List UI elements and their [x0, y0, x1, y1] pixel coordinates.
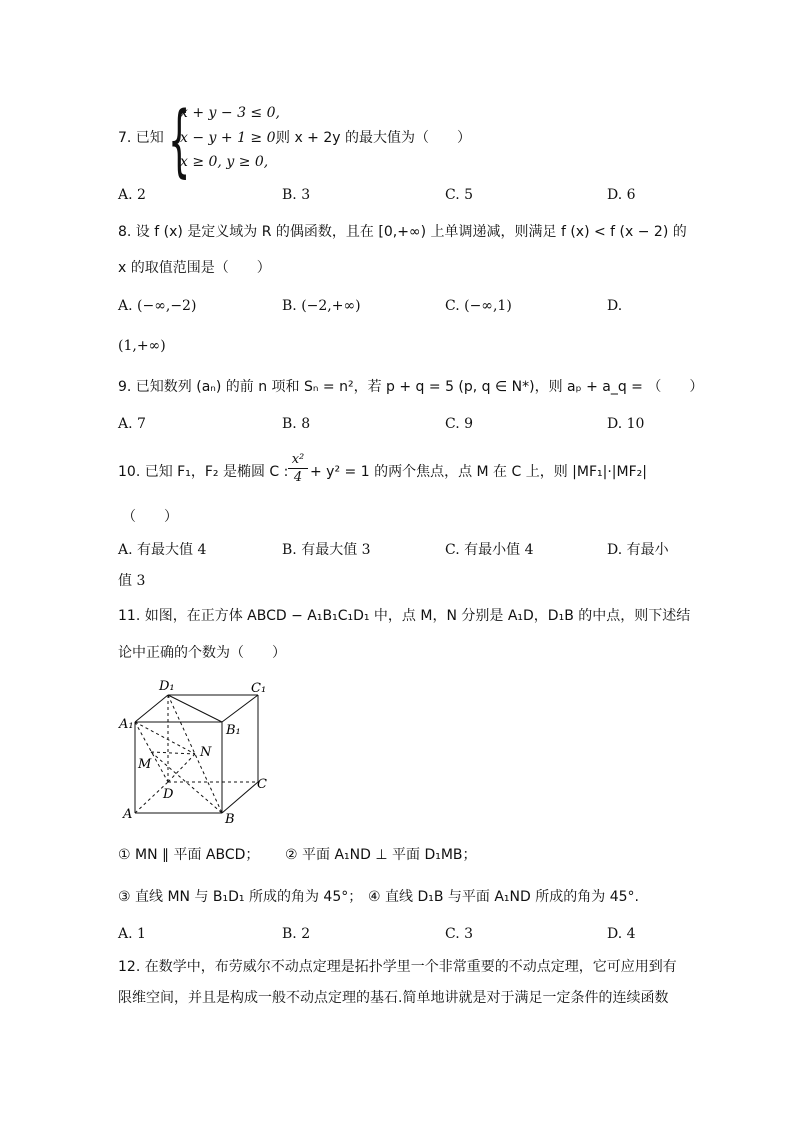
- q8-line-1: 8. 设 f (x) 是定义域为 R 的偶函数，且在 [0,+∞) 上单调递减，则满足 f (x) < f (x − 2) 的: [118, 224, 687, 240]
- q12-line-1: 12. 在数学中，布劳威尔不动点定理是拓扑学里一个非常重要的不动点定理，它可应用到有: [118, 959, 677, 975]
- label-c1: C₁: [251, 681, 267, 696]
- q11-option-b: B. 2: [282, 926, 311, 942]
- q7-option-d: D. 6: [607, 187, 636, 203]
- label-b: B: [225, 812, 235, 826]
- q10-option-c: C. 有最小值 4: [445, 542, 534, 558]
- label-n: N: [200, 745, 212, 760]
- label-d1: D₁: [159, 679, 175, 694]
- label-a: A: [123, 807, 133, 822]
- q7-system-line-1: x + y − 3 ≤ 0,: [180, 105, 280, 121]
- q8-option-c: C. (−∞,1): [445, 298, 512, 314]
- label-b1: B₁: [226, 723, 241, 738]
- label-c: C: [257, 777, 267, 792]
- label-a1: A₁: [119, 717, 134, 732]
- q10-line-2: （ ）: [122, 509, 178, 525]
- q9-option-b: B. 8: [282, 416, 311, 432]
- edge-d1-b1: [168, 695, 222, 722]
- edge-b1-c1: [222, 695, 258, 722]
- q10-line-1a: 10. 已知 F₁，F₂ 是椭圆 C :: [118, 464, 289, 480]
- q11-option-d: D. 4: [607, 926, 636, 942]
- edge-a1-d1: [135, 695, 168, 722]
- q10-option-b: B. 有最大值 3: [282, 542, 371, 558]
- q11-line-1: 11. 如图，在正方体 ABCD − A₁B₁C₁D₁ 中，点 M，N 分别是 A₁D，D₁B 的中点，则下述结: [118, 608, 691, 624]
- q7-stem-prefix: 7. 已知: [118, 130, 164, 146]
- q10-option-d-cont: 值 3: [118, 573, 146, 589]
- q7-option-c: C. 5: [445, 187, 474, 203]
- q11-statement-4: ④ 直线 D₁B 与平面 A₁ND 所成的角为 45°.: [368, 889, 639, 905]
- q7-option-a: A. 2: [118, 187, 146, 203]
- q7-stem-middle: 则 x + 2y 的最大值为（ ）: [276, 130, 472, 146]
- q9-option-d: D. 10: [607, 416, 645, 432]
- q8-option-a: A. (−∞,−2): [118, 298, 197, 314]
- edge-b-c: [222, 782, 258, 813]
- q7-option-b: B. 3: [282, 187, 311, 203]
- q7-system-line-2: x − y + 1 ≥ 0,: [180, 130, 280, 146]
- q11-statement-1: ① MN ∥ 平面 ABCD；: [118, 847, 260, 863]
- q10-option-d: D. 有最小: [607, 542, 669, 558]
- segment-d-n: [168, 754, 195, 782]
- q12-line-2: 限维空间，并且是构成一般不动点定理的基石.简单地讲就是对于满足一定条件的连续函数: [118, 990, 669, 1006]
- q11-option-a: A. 1: [118, 926, 146, 942]
- label-m: M: [138, 757, 152, 772]
- q10-option-a: A. 有最大值 4: [118, 542, 207, 558]
- q10-line-1b: + y² = 1 的两个焦点，点 M 在 C 上，则 |MF₁|·|MF₂|: [310, 464, 647, 480]
- q10-fraction-denominator: 4: [288, 468, 308, 486]
- q11-statement-2: ② 平面 A₁ND ⊥ 平面 D₁MB；: [285, 847, 477, 863]
- q10-fraction: [288, 451, 308, 486]
- label-d: D: [163, 787, 174, 802]
- q11-option-c: C. 3: [445, 926, 474, 942]
- q7-system-line-3: x ≥ 0, y ≥ 0,: [180, 154, 269, 170]
- q8-option-d: D.: [607, 298, 623, 314]
- q9-line-1: 9. 已知数列 (aₙ) 的前 n 项和 Sₙ = n²，若 p + q = 5 (p, q ∈ N*)，则 aₚ + a_q = （ ）: [118, 379, 704, 395]
- cube-figure: [115, 676, 275, 826]
- q11-statement-3: ③ 直线 MN 与 B₁D₁ 所成的角为 45°；: [118, 889, 363, 905]
- q8-option-d-cont: (1,+∞): [118, 338, 166, 354]
- q9-option-c: C. 9: [445, 416, 474, 432]
- q8-option-b: B. (−2,+∞): [282, 298, 361, 314]
- segment-m-n: [151, 752, 195, 754]
- q8-line-2: x 的取值范围是（ ）: [118, 260, 271, 276]
- q7-brace: {: [168, 96, 191, 186]
- q9-option-a: A. 7: [118, 416, 146, 432]
- q10-fraction-numerator: x²: [291, 452, 305, 467]
- q11-line-2: 论中正确的个数为（ ）: [118, 645, 286, 661]
